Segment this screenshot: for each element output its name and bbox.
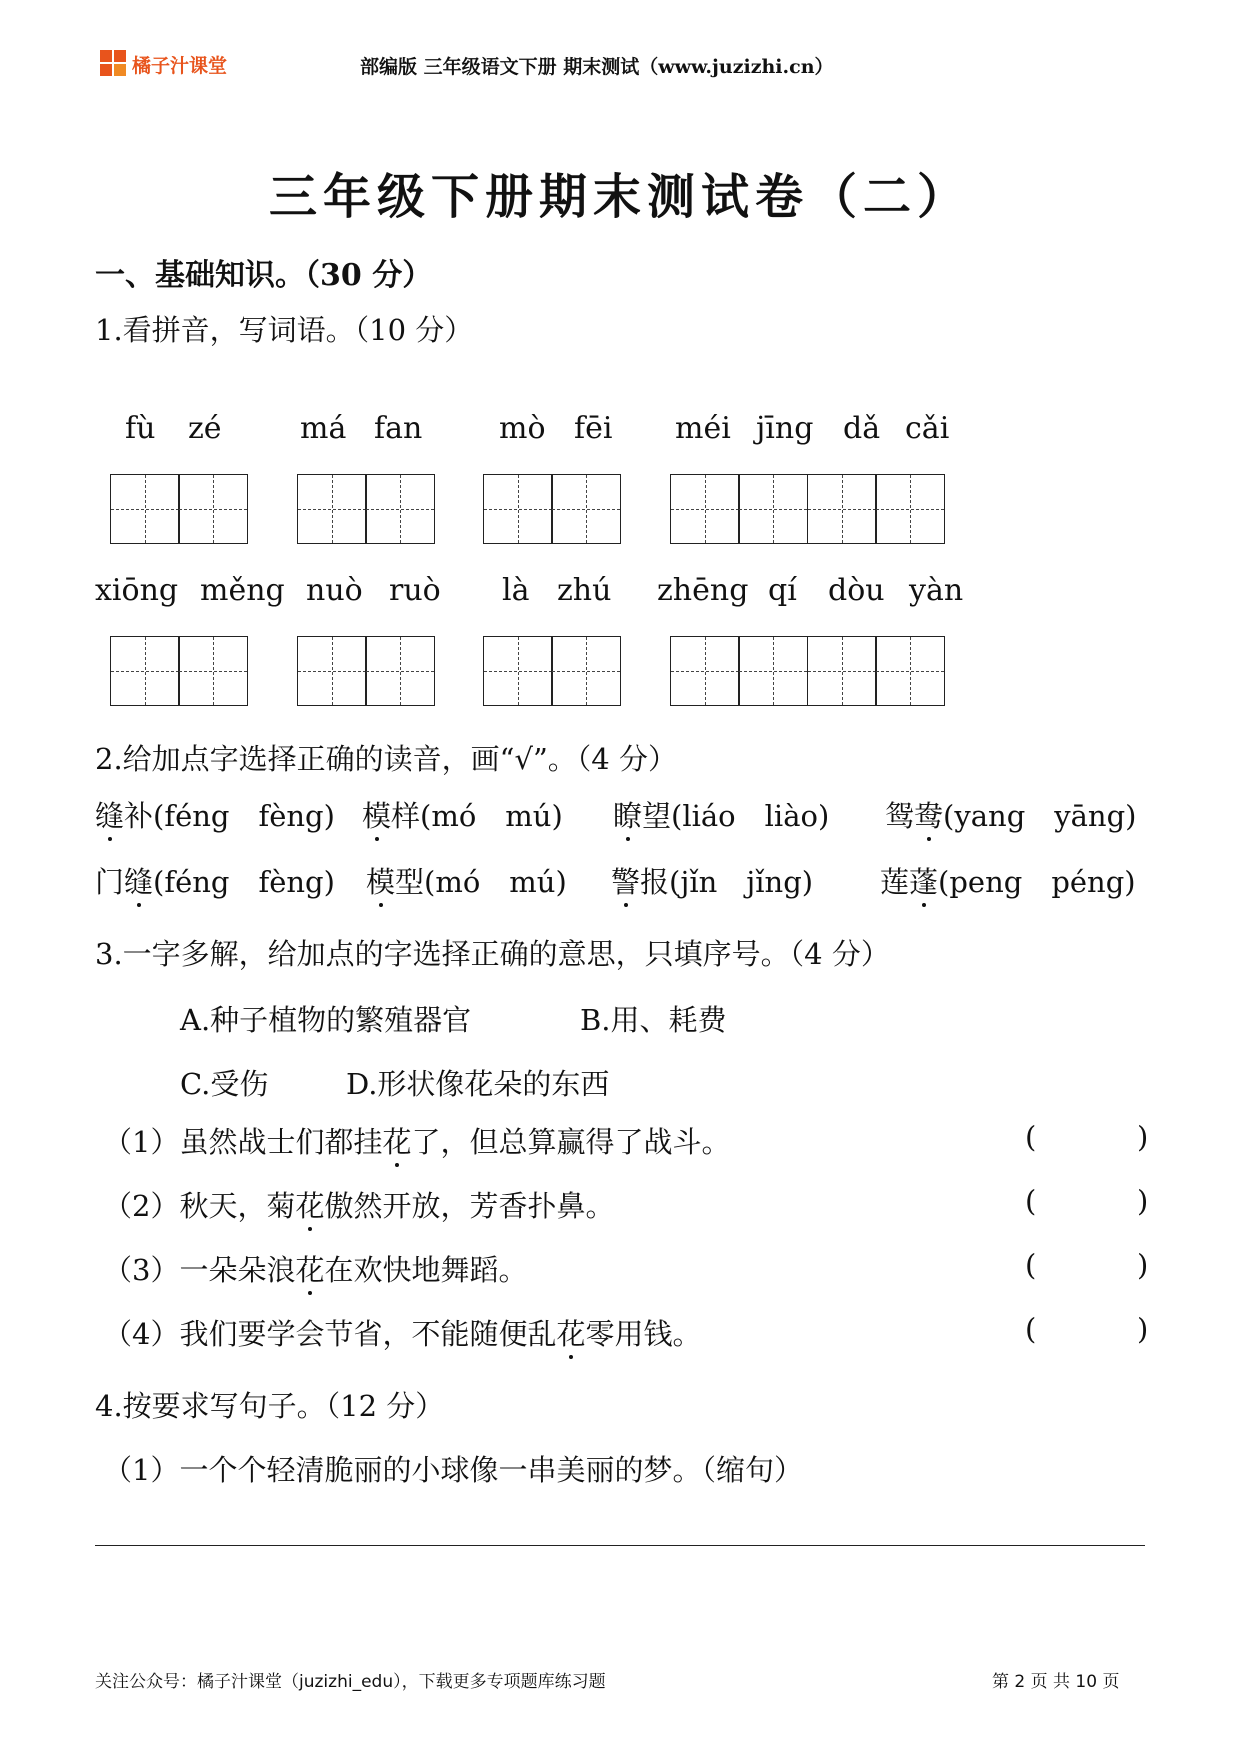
answer-paren-open[interactable]: ( <box>1025 1120 1037 1154</box>
writing-grid[interactable] <box>297 474 435 544</box>
item-text: （3）一朵朵浪 <box>103 1253 296 1287</box>
pinyin: dǎ <box>843 411 881 446</box>
pinyin: zhēng <box>657 573 749 608</box>
pinyin: dòu <box>828 573 885 608</box>
page-title: 三年级下册期末测试卷（二） <box>268 169 971 225</box>
reading-choice[interactable] <box>880 860 1136 901</box>
dotted-char: 缝 <box>95 794 124 835</box>
item-text: 在欢快地舞蹈。 <box>324 1253 528 1287</box>
pinyin: qí <box>768 573 797 608</box>
pinyin: měng <box>200 573 285 608</box>
option-c: C.受伤 <box>180 1067 269 1101</box>
q3-item-4 <box>103 1312 701 1353</box>
plain-char: 补 <box>124 799 154 833</box>
pinyin: má <box>300 411 347 446</box>
pinyin-options: (mó mú) <box>424 865 567 899</box>
dotted-char: 花 <box>382 1120 411 1161</box>
writing-grid[interactable] <box>297 636 435 706</box>
pinyin-options: (jǐn jǐng) <box>669 865 814 899</box>
reading-choice[interactable] <box>613 794 829 835</box>
pinyin: zhú <box>557 573 612 608</box>
item-text: 了，但总算赢得了战斗。 <box>411 1125 731 1159</box>
dotted-char: 花 <box>556 1312 585 1353</box>
answer-line[interactable] <box>95 1545 1145 1546</box>
reading-choice[interactable] <box>885 794 1137 835</box>
plain-char: 报 <box>640 865 670 899</box>
dotted-char: 缝 <box>124 860 153 901</box>
writing-grid[interactable] <box>483 474 621 544</box>
question-1-label: 1.看拼音，写词语。（10 分） <box>95 313 474 347</box>
pinyin: fù <box>125 411 156 446</box>
q3-item-2 <box>103 1184 614 1225</box>
writing-grid[interactable] <box>483 636 621 706</box>
reading-choice[interactable] <box>366 860 567 901</box>
writing-grid[interactable] <box>110 636 248 706</box>
pinyin-options: (liáo liào) <box>671 799 830 833</box>
q3-item-1 <box>103 1120 730 1161</box>
plain-char: 样 <box>391 799 421 833</box>
pinyin: là <box>502 573 530 608</box>
pinyin: fan <box>374 411 423 446</box>
pinyin: ruò <box>389 573 441 608</box>
item-text: 傲然开放，芳香扑鼻。 <box>324 1189 615 1223</box>
reading-choice[interactable] <box>611 860 813 901</box>
question-2-label: 2.给加点字选择正确的读音，画“√”。（4 分） <box>95 742 677 776</box>
item-text: （1）虽然战士们都挂 <box>103 1125 383 1159</box>
dotted-char: 花 <box>295 1248 324 1289</box>
plain-char: 鸳 <box>885 799 915 833</box>
item-text: （4）我们要学会节省，不能随便乱 <box>103 1317 557 1351</box>
option-b: B.用、耗费 <box>580 1003 727 1037</box>
answer-paren-close[interactable]: ) <box>1137 1184 1149 1218</box>
page-number: 第 2 页 共 10 页 <box>992 1672 1120 1692</box>
writing-grid[interactable] <box>110 474 248 544</box>
dotted-char: 鸯 <box>914 794 943 835</box>
question-4-label: 4.按要求写句子。（12 分） <box>95 1389 445 1423</box>
pinyin-options: (yang yāng) <box>943 799 1137 833</box>
writing-grid[interactable] <box>670 636 945 706</box>
dotted-char: 模 <box>366 860 395 901</box>
pinyin: méi <box>675 411 731 446</box>
answer-paren-close[interactable]: ) <box>1137 1312 1149 1346</box>
logo-icon <box>100 50 128 78</box>
pinyin-options: (féng fèng) <box>153 865 335 899</box>
option-d: D.形状像花朵的东西 <box>346 1067 610 1101</box>
pinyin-options: (peng péng) <box>938 865 1136 899</box>
pinyin: fēi <box>574 411 613 446</box>
answer-paren-open[interactable]: ( <box>1025 1248 1037 1282</box>
answer-paren-open[interactable]: ( <box>1025 1312 1037 1346</box>
dotted-char: 蓬 <box>909 860 938 901</box>
plain-char: 型 <box>395 865 425 899</box>
pinyin-options: (mó mú) <box>420 799 563 833</box>
dotted-char: 瞭 <box>613 794 642 835</box>
brand-logo <box>100 50 227 78</box>
pinyin: mò <box>499 411 546 446</box>
writing-grid[interactable] <box>670 474 945 544</box>
item-text: （2）秋天，菊 <box>103 1189 296 1223</box>
dotted-char: 警 <box>611 860 640 901</box>
pinyin-options: (féng fèng) <box>153 799 335 833</box>
reading-choice[interactable] <box>362 794 563 835</box>
plain-char: 门 <box>95 865 125 899</box>
pinyin: xiōng <box>95 573 179 608</box>
plain-char: 望 <box>642 799 672 833</box>
question-3-label: 3.一字多解，给加点的字选择正确的意思，只填序号。（4 分） <box>95 937 890 971</box>
pinyin: cǎi <box>905 411 950 446</box>
pinyin: zé <box>188 411 222 446</box>
answer-paren-close[interactable]: ) <box>1137 1248 1149 1282</box>
q3-item-3 <box>103 1248 527 1289</box>
pinyin: yàn <box>909 573 964 608</box>
footer-note: 关注公众号：橘子汁课堂（juzizhi_edu），下载更多专项题库练习题 <box>95 1672 606 1692</box>
plain-char: 莲 <box>880 865 910 899</box>
pinyin: jīng <box>756 411 814 446</box>
brand-name: 橘子汁课堂 <box>132 54 228 77</box>
item-text: 零用钱。 <box>585 1317 702 1351</box>
header-title: 部编版 三年级语文下册 期末测试（www.juzizhi.cn） <box>360 56 834 78</box>
dotted-char: 模 <box>362 794 391 835</box>
answer-paren-open[interactable]: ( <box>1025 1184 1037 1218</box>
reading-choice[interactable] <box>95 794 335 835</box>
dotted-char: 花 <box>295 1184 324 1225</box>
pinyin: nuò <box>306 573 363 608</box>
section-heading: 一、基础知识。（30 分） <box>95 258 433 293</box>
q4-item-1: （1）一个个轻清脆丽的小球像一串美丽的梦。（缩句） <box>103 1453 803 1487</box>
answer-paren-close[interactable]: ) <box>1137 1120 1149 1154</box>
reading-choice[interactable] <box>95 860 335 901</box>
option-a: A.种子植物的繁殖器官 <box>180 1003 472 1037</box>
